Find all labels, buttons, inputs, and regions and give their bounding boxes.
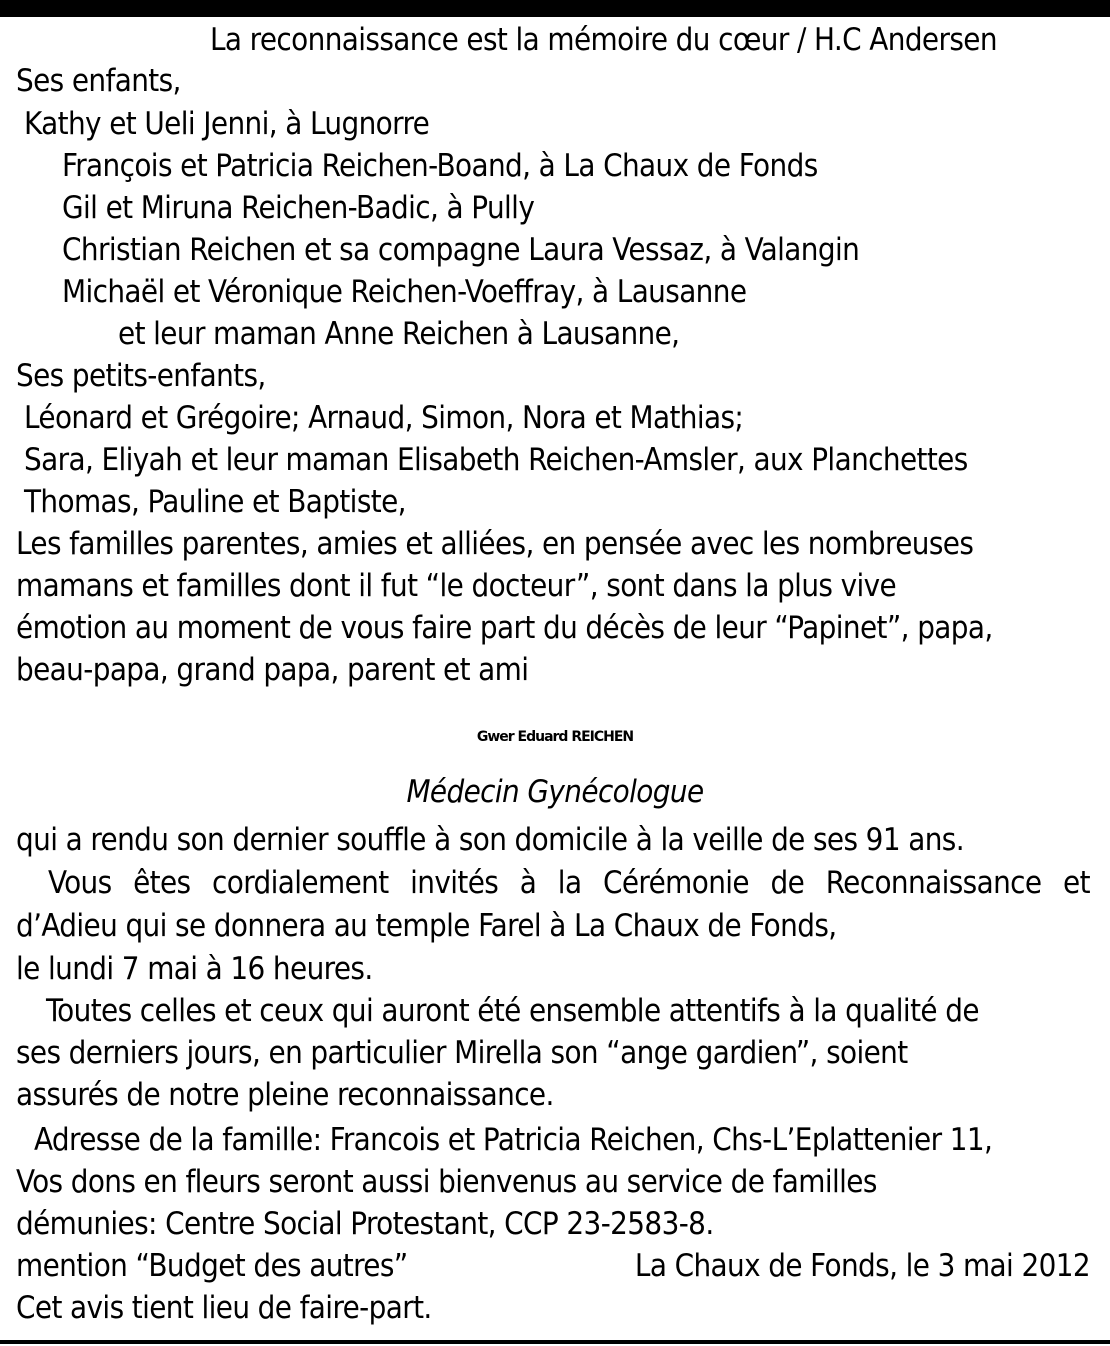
word: invités [410, 865, 499, 901]
word: la [557, 865, 582, 901]
ceremony-line: d’Adieu qui se donnera au temple Farel à La Chaux de Fonds, [16, 908, 837, 944]
word: Reconnaissance [825, 865, 1042, 901]
top-border [0, 0, 1110, 17]
word: êtes [133, 865, 191, 901]
word: Cérémonie [602, 865, 749, 901]
word: cordialement [212, 865, 389, 901]
donations-line: démunies: Centre Social Protestant, CCP 23-2583-8. [16, 1206, 714, 1242]
child-line: Michaël et Véronique Reichen-Voeffray, à Lausanne [62, 274, 747, 310]
grandchild-line: Léonard et Grégoire; Arnaud, Simon, Nora et Mathias; [24, 400, 744, 436]
grandchild-line: Thomas, Pauline et Baptiste, [24, 484, 406, 520]
closing-line: Cet avis tient lieu de faire-part. [16, 1290, 432, 1326]
announcement-line: Les familles parentes, amies et alliées, en pensée avec les nombreuses [16, 526, 974, 562]
thanks-line: assurés de notre pleine reconnaissance. [16, 1077, 554, 1113]
word: de [770, 865, 805, 901]
child-line: et leur maman Anne Reichen à Lausanne, [118, 316, 680, 352]
deceased-title: Médecin Gynécologue [406, 774, 704, 810]
announcement-line: émotion au moment de vous faire part du décès de leur “Papinet”, papa, [16, 610, 993, 646]
deceased-name: Gwer Eduard REICHEN [476, 729, 634, 745]
grandchildren-heading: Ses petits-enfants, [16, 358, 266, 394]
announcement-line: beau-papa, grand papa, parent et ami [16, 652, 529, 688]
donations-line: Vos dons en fleurs seront aussi bienvenus au service de familles [16, 1164, 877, 1200]
place-date: La Chaux de Fonds, le 3 mai 2012 [634, 1248, 1090, 1284]
child-line: François et Patricia Reichen-Boand, à La Chaux de Fonds [62, 148, 818, 184]
child-line: Gil et Miruna Reichen-Badic, à Pully [62, 190, 535, 226]
word: Vous [48, 865, 112, 901]
child-line: Kathy et Ueli Jenni, à Lugnorre [24, 106, 430, 142]
epigraph: La reconnaissance est la mémoire du cœur / H.C Andersen [210, 22, 997, 58]
announcement-line: mamans et familles dont il fut “le docteur”, sont dans la plus vive [16, 568, 897, 604]
bottom-border [0, 1340, 1110, 1344]
death-line: qui a rendu son dernier souffle à son domicile à la veille de ses 91 ans. [16, 822, 964, 858]
grandchild-line: Sara, Eliyah et leur maman Elisabeth Reichen-Amsler, aux Planchettes [24, 442, 968, 478]
word: et [1063, 865, 1090, 901]
mention-line: mention “Budget des autres” [16, 1248, 408, 1284]
word: à [519, 865, 537, 901]
child-line: Christian Reichen et sa compagne Laura Vessaz, à Valangin [62, 232, 860, 268]
address-line: Adresse de la famille: Francois et Patricia Reichen, Chs-L’Eplattenier 11, [34, 1122, 993, 1158]
ceremony-line [48, 863, 1090, 904]
thanks-line: ses derniers jours, en particulier Mirella son “ange gardien”, soient [16, 1035, 908, 1071]
ceremony-line: le lundi 7 mai à 16 heures. [16, 951, 373, 987]
children-heading: Ses enfants, [16, 63, 181, 99]
thanks-line: Toutes celles et ceux qui auront été ensemble attentifs à la qualité de [46, 993, 979, 1029]
